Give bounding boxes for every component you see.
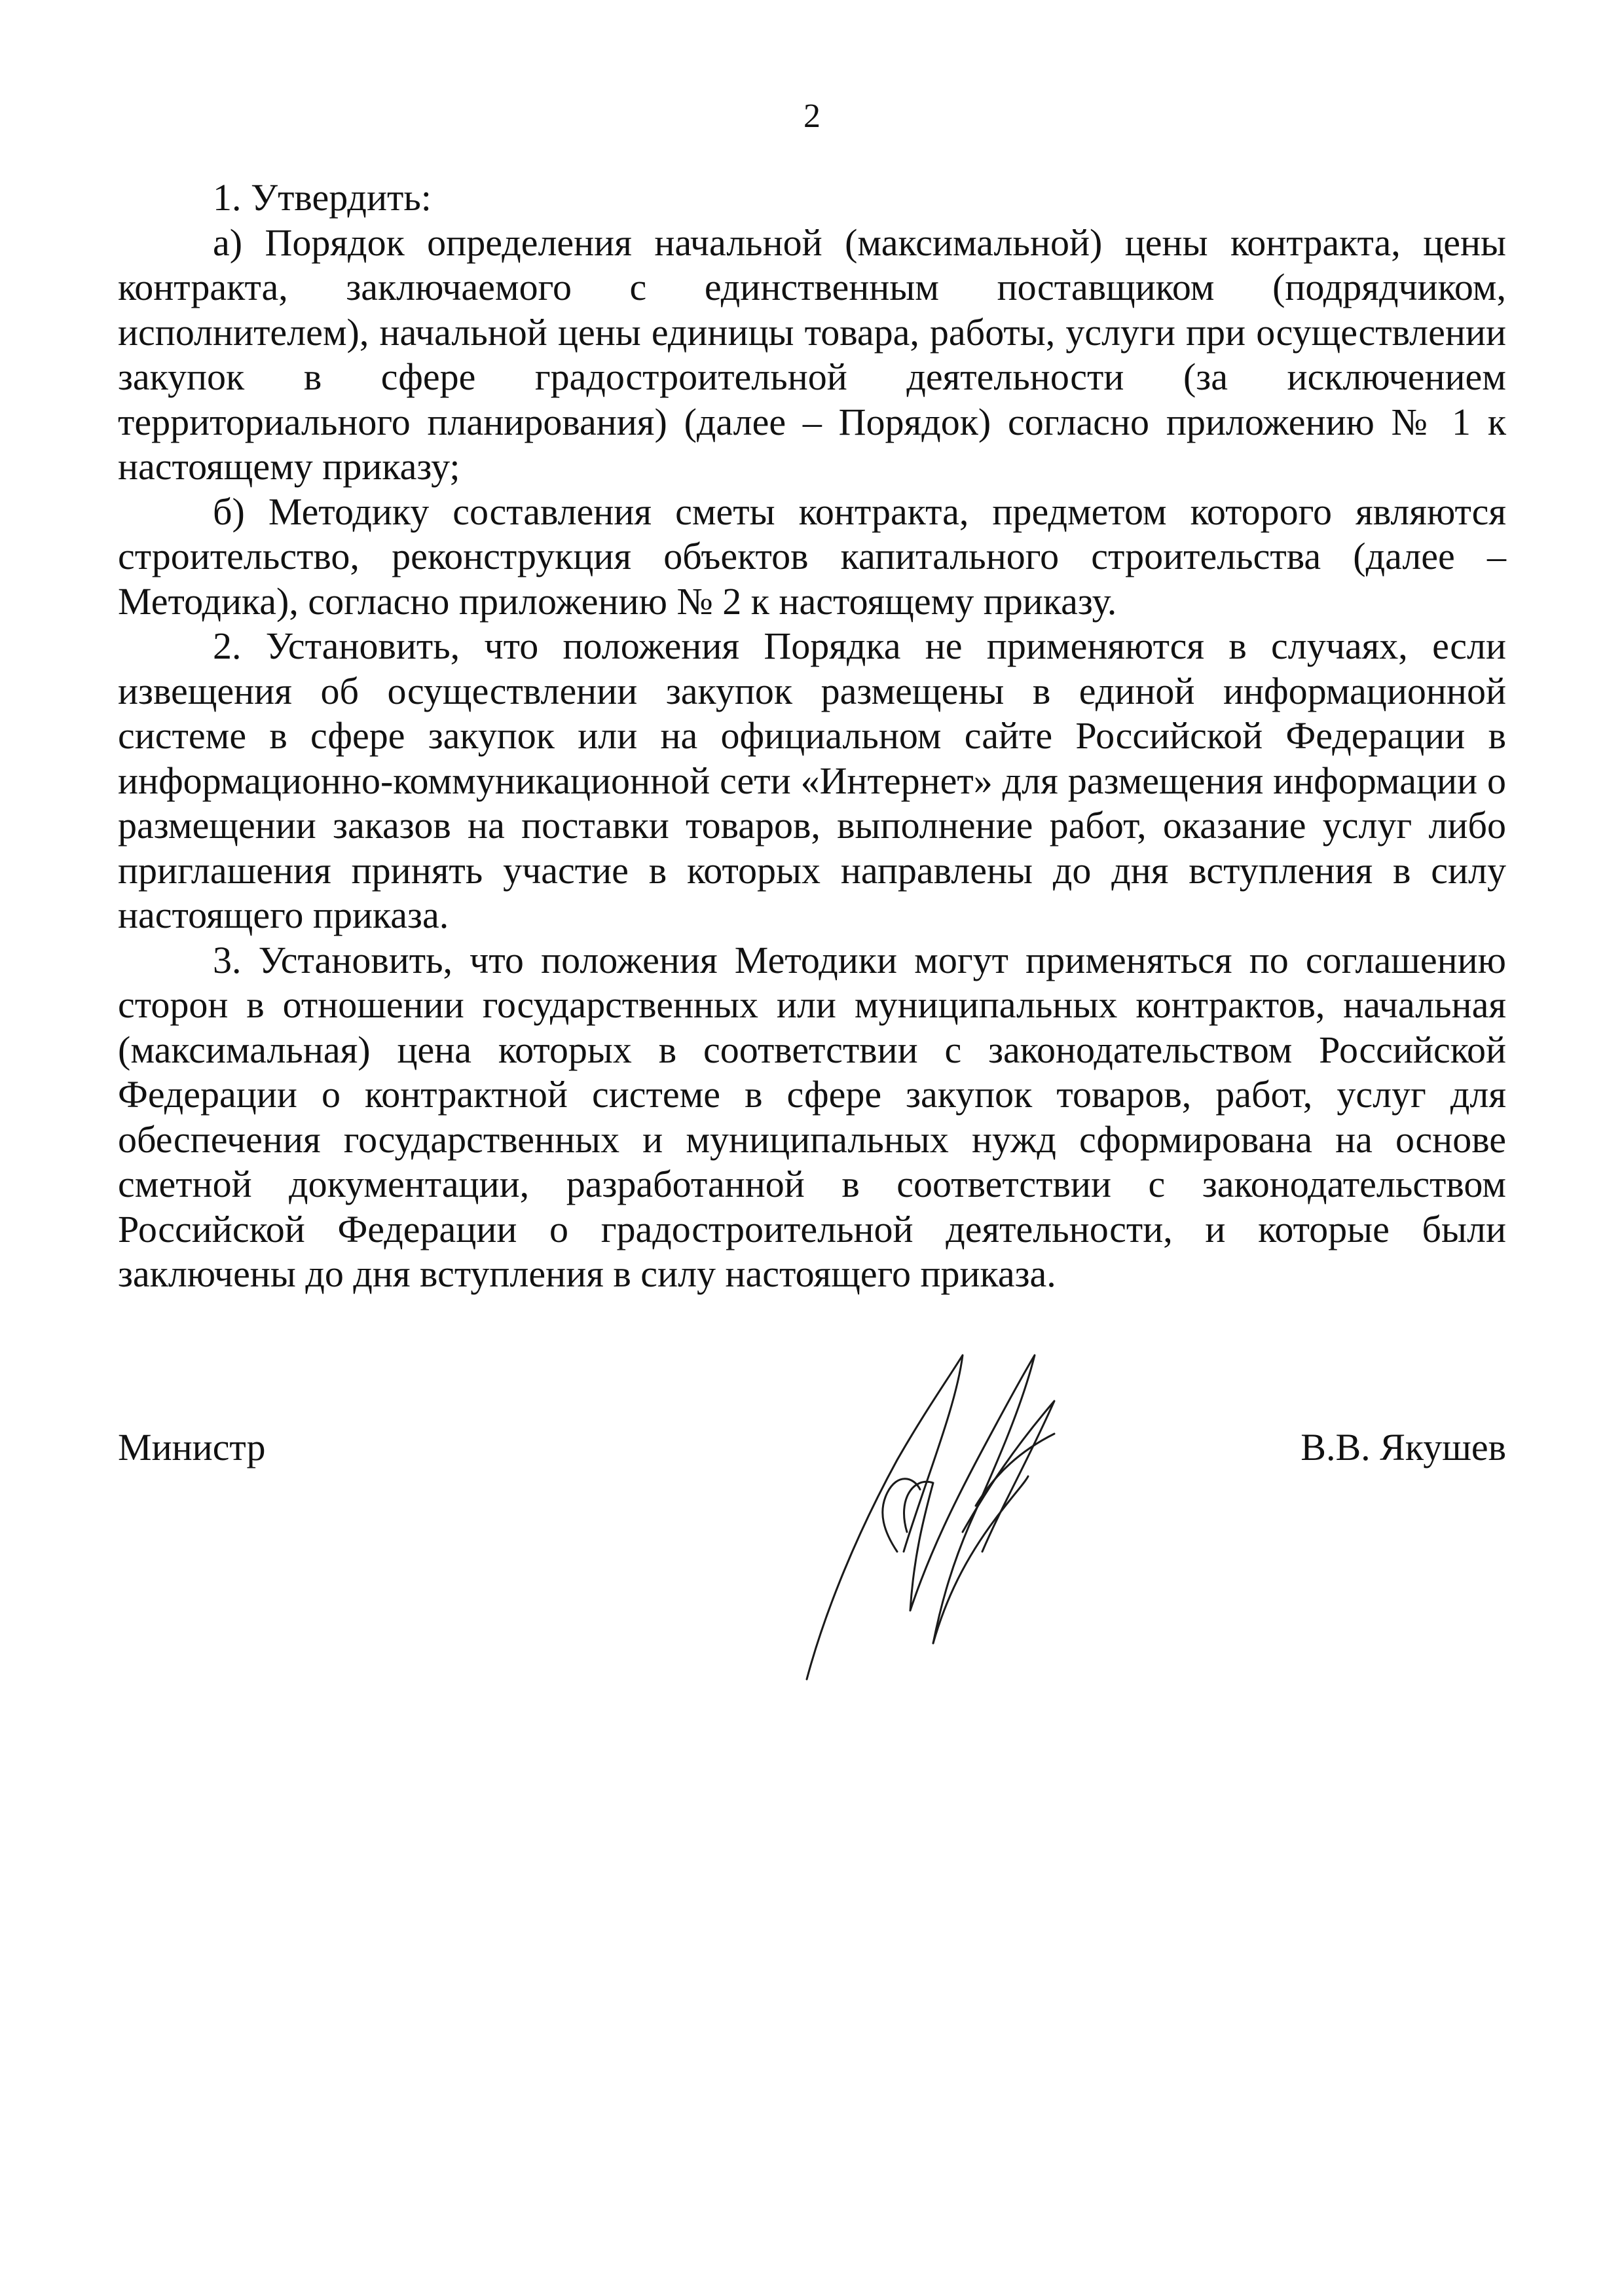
handwritten-signature (799, 1336, 1100, 1689)
paragraph-approve-b: б) Методику составления сметы контракта, предметом которого являются строительство, реконструкция объектов капитального строительства (далее – Методика), согласно приложению № 2 к настоящему приказу. (118, 490, 1506, 623)
signer-name: В.В. Якушев (1301, 1426, 1506, 1468)
paragraph-2: 2. Установить, что положения Порядка не применяются в случаях, если извещения об осуществлении закупок размещены в единой информационной системе в сфере закупок или на официальном сайте Российской Федерации в информационно-коммуникационной сети «Интернет» для размещения информации о размещении заказов на поставки товаров, выполнение работ, оказание услуг либо приглашения принять участие в которых направлены до дня вступления в силу настоящего приказа. (118, 625, 1506, 936)
page-number: 2 (803, 98, 821, 135)
paragraph-approve-a: а) Порядок определения начальной (максимальной) цены контракта, цены контракта, заключаемого с единственным поставщиком (подрядчиком, исполнителем), начальной цены единицы товара, работы, услуги при осуществлении закупок в сфере градостроительной деятельности (за исключением территориального планирования) (далее – Порядок) согласно приложению № 1 к настоящему приказу; (118, 221, 1506, 488)
document-body (118, 175, 1506, 1297)
paragraph-3: 3. Установить, что положения Методики могут применяться по соглашению сторон в отношении государственных или муниципальных контрактов, начальная (максимальная) цена которых в соответствии с законодательством Российской Федерации о контрактной системе в сфере закупок товаров, работ, услуг для обеспечения государственных и муниципальных нужд сформирована на основе сметной документации, разработанной в соответствии с законодательством Российской Федерации о градостроительной деятельности, и которые были заключены до дня вступления в силу настоящего приказа. (118, 938, 1506, 1295)
paragraph-approve: 1. Утвердить: (213, 176, 432, 219)
signer-position: Министр (118, 1426, 266, 1468)
